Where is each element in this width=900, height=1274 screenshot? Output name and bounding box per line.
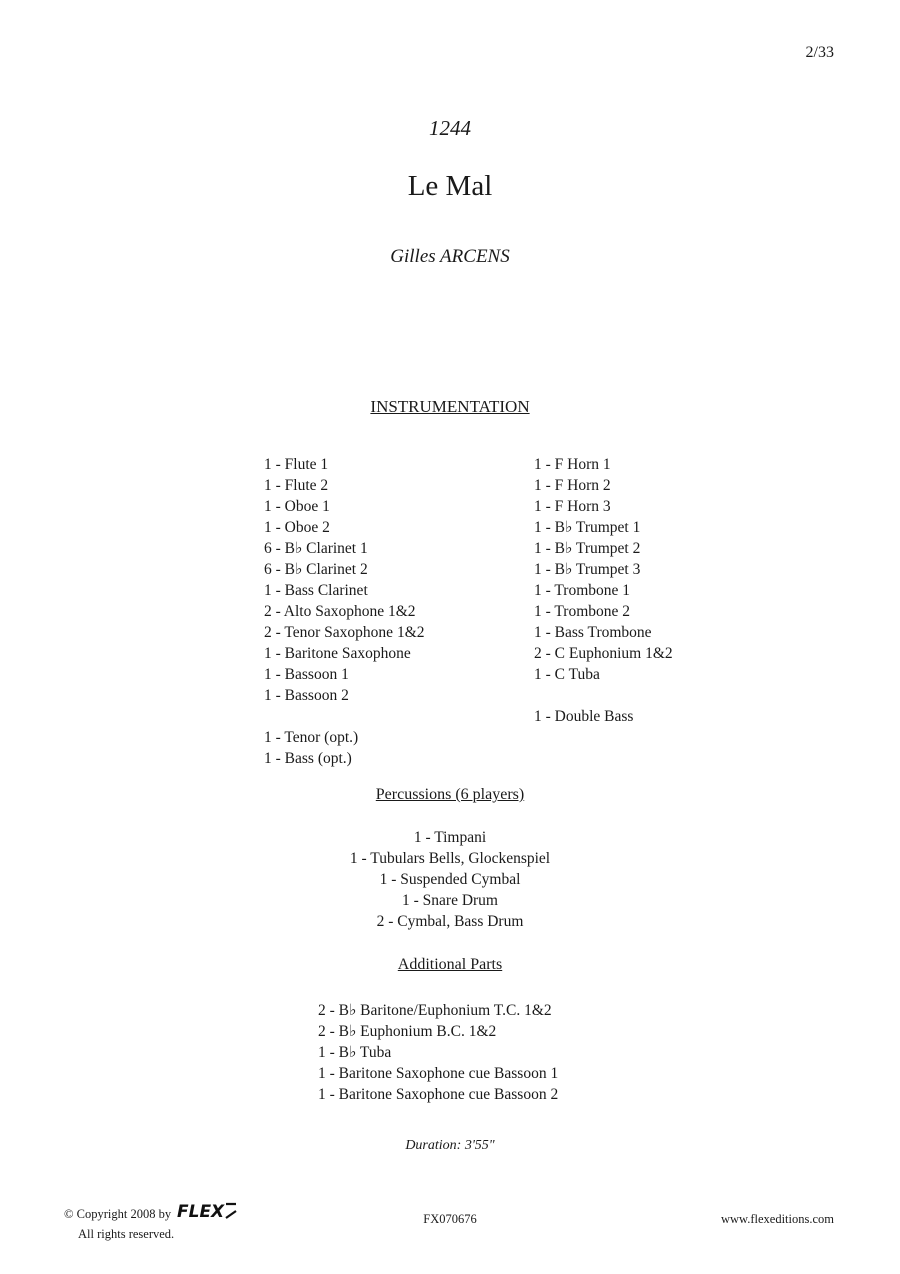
duration: Duration: 3'55" [405, 1138, 495, 1153]
list-item: 1 - Baritone Saxophone cue Bassoon 1 [318, 1065, 559, 1082]
instrumentation-heading: INSTRUMENTATION [370, 397, 530, 416]
rights-text: All rights reserved. [78, 1227, 175, 1241]
list-item: 1 - Tubulars Bells, Glockenspiel [349, 850, 551, 867]
list-item: 1 - Bassoon 2 [264, 687, 349, 704]
list-item: 1 - Oboe 2 [264, 519, 330, 536]
list-item: 1 - Double Bass [534, 708, 634, 725]
list-spacer [534, 685, 673, 706]
list-item: 1 - Suspended Cymbal [379, 871, 521, 888]
instrument-list-right [534, 454, 673, 727]
copyright-text: © Copyright 2008 by [64, 1207, 172, 1221]
list-item: 2 - Tenor Saxophone 1&2 [264, 624, 425, 641]
additional-parts-list [318, 1000, 558, 1105]
list-spacer [264, 706, 425, 727]
list-item: 1 - F Horn 1 [534, 456, 611, 473]
list-item: 1 - Baritone Saxophone cue Bassoon 2 [318, 1086, 559, 1103]
list-item: 6 - B♭ Clarinet 2 [264, 561, 368, 578]
list-item: 1 - Baritone Saxophone [264, 645, 411, 662]
list-item: 1 - C Tuba [534, 666, 600, 683]
list-item: 2 - Cymbal, Bass Drum [376, 913, 524, 930]
page-number: 2/33 [805, 44, 834, 61]
website-link[interactable]: www.flexeditions.com [720, 1212, 834, 1226]
catalog-number: 1244 [429, 116, 471, 140]
instrument-list-left [264, 454, 425, 769]
list-item: 1 - Bassoon 1 [264, 666, 349, 683]
additional-parts-heading: Additional Parts [397, 956, 503, 973]
logo-text: FLEX [177, 1202, 225, 1221]
list-item: 1 - Bass (opt.) [264, 750, 352, 767]
list-item: 1 - Bass Trombone [534, 624, 652, 641]
list-item: 1 - Tenor (opt.) [264, 729, 359, 746]
percussion-heading: Percussions (6 players) [375, 786, 525, 803]
list-item: 1 - Snare Drum [402, 892, 498, 909]
list-item: 1 - B♭ Tuba [318, 1044, 392, 1061]
list-item: 2 - B♭ Baritone/Euphonium T.C. 1&2 [318, 1002, 552, 1019]
list-item: 1 - Oboe 1 [264, 498, 330, 515]
list-item: 2 - C Euphonium 1&2 [534, 645, 673, 662]
list-item: 1 - Trombone 1 [534, 582, 631, 599]
list-item: 1 - Bass Clarinet [264, 582, 368, 599]
list-item: 2 - B♭ Euphonium B.C. 1&2 [318, 1023, 497, 1040]
list-item: 1 - B♭ Trumpet 1 [534, 519, 641, 536]
list-item: 1 - B♭ Trumpet 2 [534, 540, 641, 557]
list-item: 6 - B♭ Clarinet 1 [264, 540, 368, 557]
list-item: 1 - B♭ Trumpet 3 [534, 561, 641, 578]
list-item: 2 - Alto Saxophone 1&2 [264, 603, 416, 620]
percussion-list [0, 827, 900, 932]
list-item: 1 - Trombone 2 [534, 603, 631, 620]
list-item: 1 - F Horn 3 [534, 498, 611, 515]
page-title: Le Mal [407, 170, 493, 202]
list-item: 1 - Flute 1 [264, 456, 329, 473]
list-item: 1 - Timpani [413, 829, 487, 846]
composer-name: Gilles ARCENS [390, 246, 510, 267]
list-item: 1 - Flute 2 [264, 477, 329, 494]
catalog-code: FX070676 [423, 1212, 477, 1226]
list-item: 1 - F Horn 2 [534, 477, 611, 494]
